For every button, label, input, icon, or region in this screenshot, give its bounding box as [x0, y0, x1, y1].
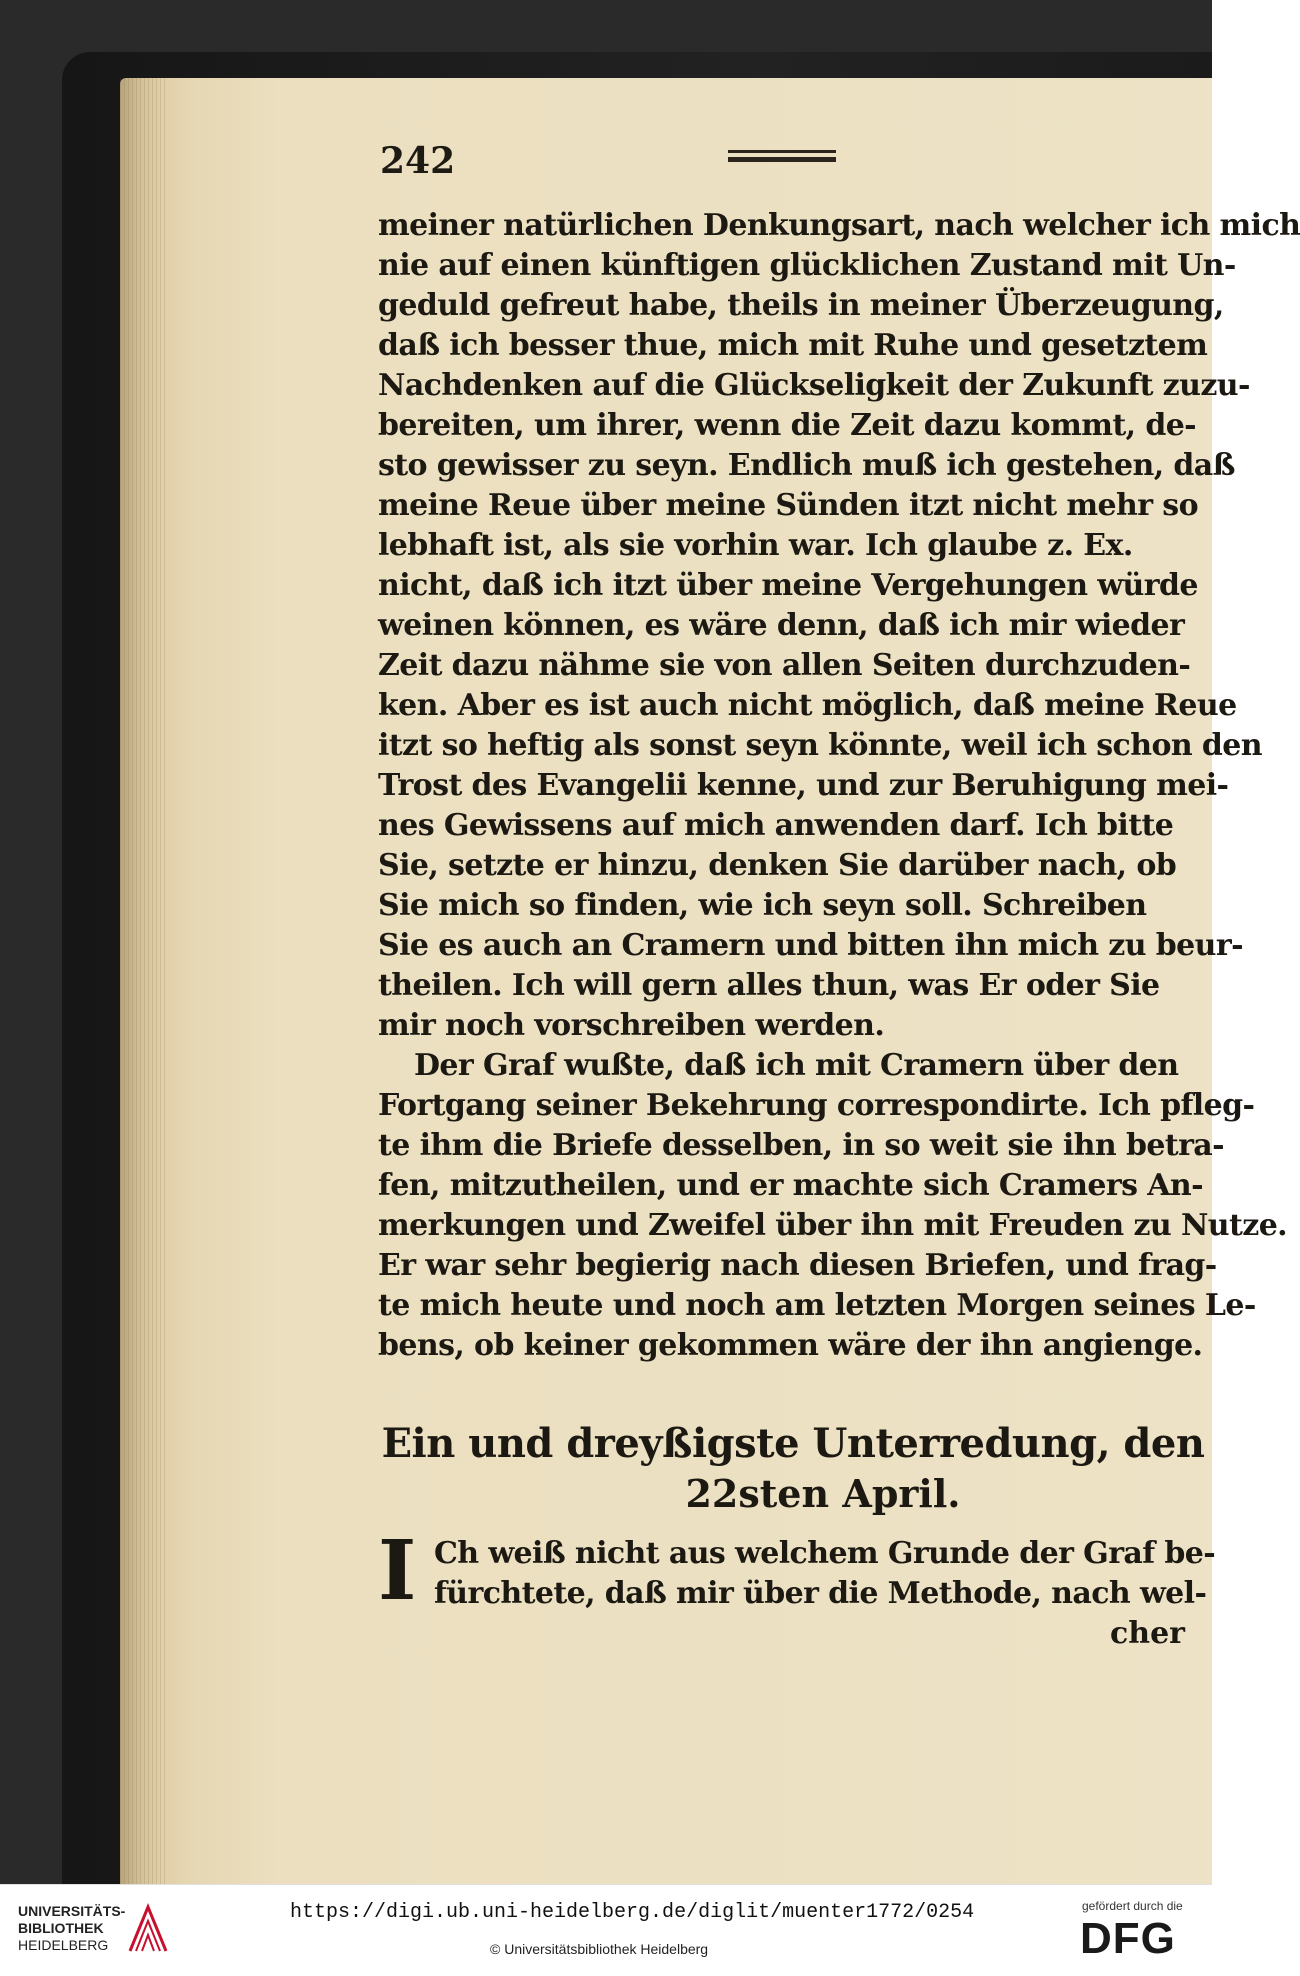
text-line: nicht, daß ich itzt über meine Vergehungen würde: [378, 568, 1198, 603]
library-logo-text[interactable]: [18, 1903, 125, 1954]
text-line: te ihm die Briefe desselben, in so weit sie ihn betra-: [378, 1128, 1224, 1163]
text-line: meiner natürlichen Denkungsart, nach welcher ich mich: [378, 208, 1300, 243]
text-line: geduld gefreut habe, theils in meiner Überzeugung,: [378, 288, 1224, 323]
text-line: nie auf einen künftigen glücklichen Zustand mit Un-: [378, 248, 1236, 283]
page-edge-texture: [120, 78, 168, 1884]
section-heading-line-1: Ein und dreyßigste Unterredung, den: [381, 1420, 1205, 1467]
text-line: Sie es auch an Cramern und bitten ihn mich zu beur-: [378, 928, 1243, 963]
logo-line-1: UNIVERSITÄTS-: [18, 1903, 126, 1919]
text-line: Nachdenken auf die Glückseligkeit der Zukunft zuzu-: [378, 368, 1250, 403]
text-line: weinen können, es wäre denn, daß ich mir wieder: [378, 608, 1185, 643]
text-line: Zeit dazu nähme sie von allen Seiten durchzuden-: [378, 648, 1191, 683]
text-line: meine Reue über meine Sünden itzt nicht mehr so: [378, 488, 1199, 523]
text-line: bens, ob keiner gekommen wäre der ihn angienge.: [378, 1328, 1203, 1363]
text-line: Ch weiß nicht aus welchem Grunde der Graf be-: [434, 1536, 1216, 1571]
section-heading-line-2: 22sten April.: [685, 1471, 961, 1516]
text-line: daß ich besser thue, mich mit Ruhe und gesetztem: [378, 328, 1208, 363]
body-text: [378, 206, 1300, 1366]
text-line: nes Gewissens auf mich anwenden darf. Ich bitte: [378, 808, 1174, 843]
text-line: mir noch vorschreiben werden.: [378, 1008, 885, 1043]
text-line: fen, mitzutheilen, und er machte sich Cramers An-: [378, 1168, 1203, 1203]
text-line: Sie mich so finden, wie ich seyn soll. Schreiben: [378, 888, 1147, 923]
dfg-logo[interactable]: DFG: [1080, 1914, 1176, 1963]
logo-line-3: HEIDELBERG: [18, 1937, 109, 1953]
text-line: Fortgang seiner Bekehrung correspondirte. Ich pfleg-: [378, 1088, 1255, 1123]
viewer-footer: [0, 1884, 1212, 1976]
logo-line-2: BIBLIOTHEK: [18, 1920, 104, 1936]
text-line: lebhaft ist, als sie vorhin war. Ich glaube z. Ex.: [378, 528, 1133, 563]
funded-by-label: gefördert durch die: [1082, 1899, 1183, 1913]
text-line: Sie, setzte er hinzu, denken Sie darüber nach, ob: [378, 848, 1177, 883]
text-line: sto gewisser zu seyn. Endlich muß ich gestehen, daß: [378, 448, 1235, 483]
drop-cap: I: [378, 1523, 417, 1619]
page-number: 242: [380, 140, 456, 182]
text-line: theilen. Ich will gern alles thun, was Er oder Sie: [378, 968, 1160, 1003]
section-heading: [378, 1418, 1208, 1518]
section-opening-text: [378, 1523, 1216, 1619]
text-line: te mich heute und noch am letzten Morgen seines Le-: [378, 1288, 1256, 1323]
text-line: ken. Aber es ist auch nicht möglich, daß meine Reue: [378, 688, 1237, 723]
header-ornament-rule: [728, 150, 836, 162]
permalink-url[interactable]: https://digi.ub.uni-heidelberg.de/diglit/muenter1772/0254: [290, 1901, 975, 1924]
text-line: merkungen und Zweifel über ihn mit Freuden zu Nutze.: [378, 1208, 1288, 1243]
text-line: Er war sehr begierig nach diesen Briefen, und frag-: [378, 1248, 1217, 1283]
text-line: bereiten, um ihrer, wenn die Zeit dazu kommt, de-: [378, 408, 1197, 443]
library-logo-icon: [126, 1901, 170, 1957]
text-line-paragraph-start: Der Graf wußte, daß ich mit Cramern über den: [414, 1048, 1179, 1083]
copyright-notice: © Universitätsbibliothek Heidelberg: [490, 1941, 709, 1957]
catchword: cher: [1110, 1616, 1185, 1651]
text-line: Trost des Evangelii kenne, und zur Beruhigung mei-: [378, 768, 1229, 803]
text-line: fürchtete, daß mir über die Methode, nach wel-: [434, 1576, 1207, 1611]
text-line: itzt so heftig als sonst seyn könnte, weil ich schon den: [378, 728, 1262, 763]
